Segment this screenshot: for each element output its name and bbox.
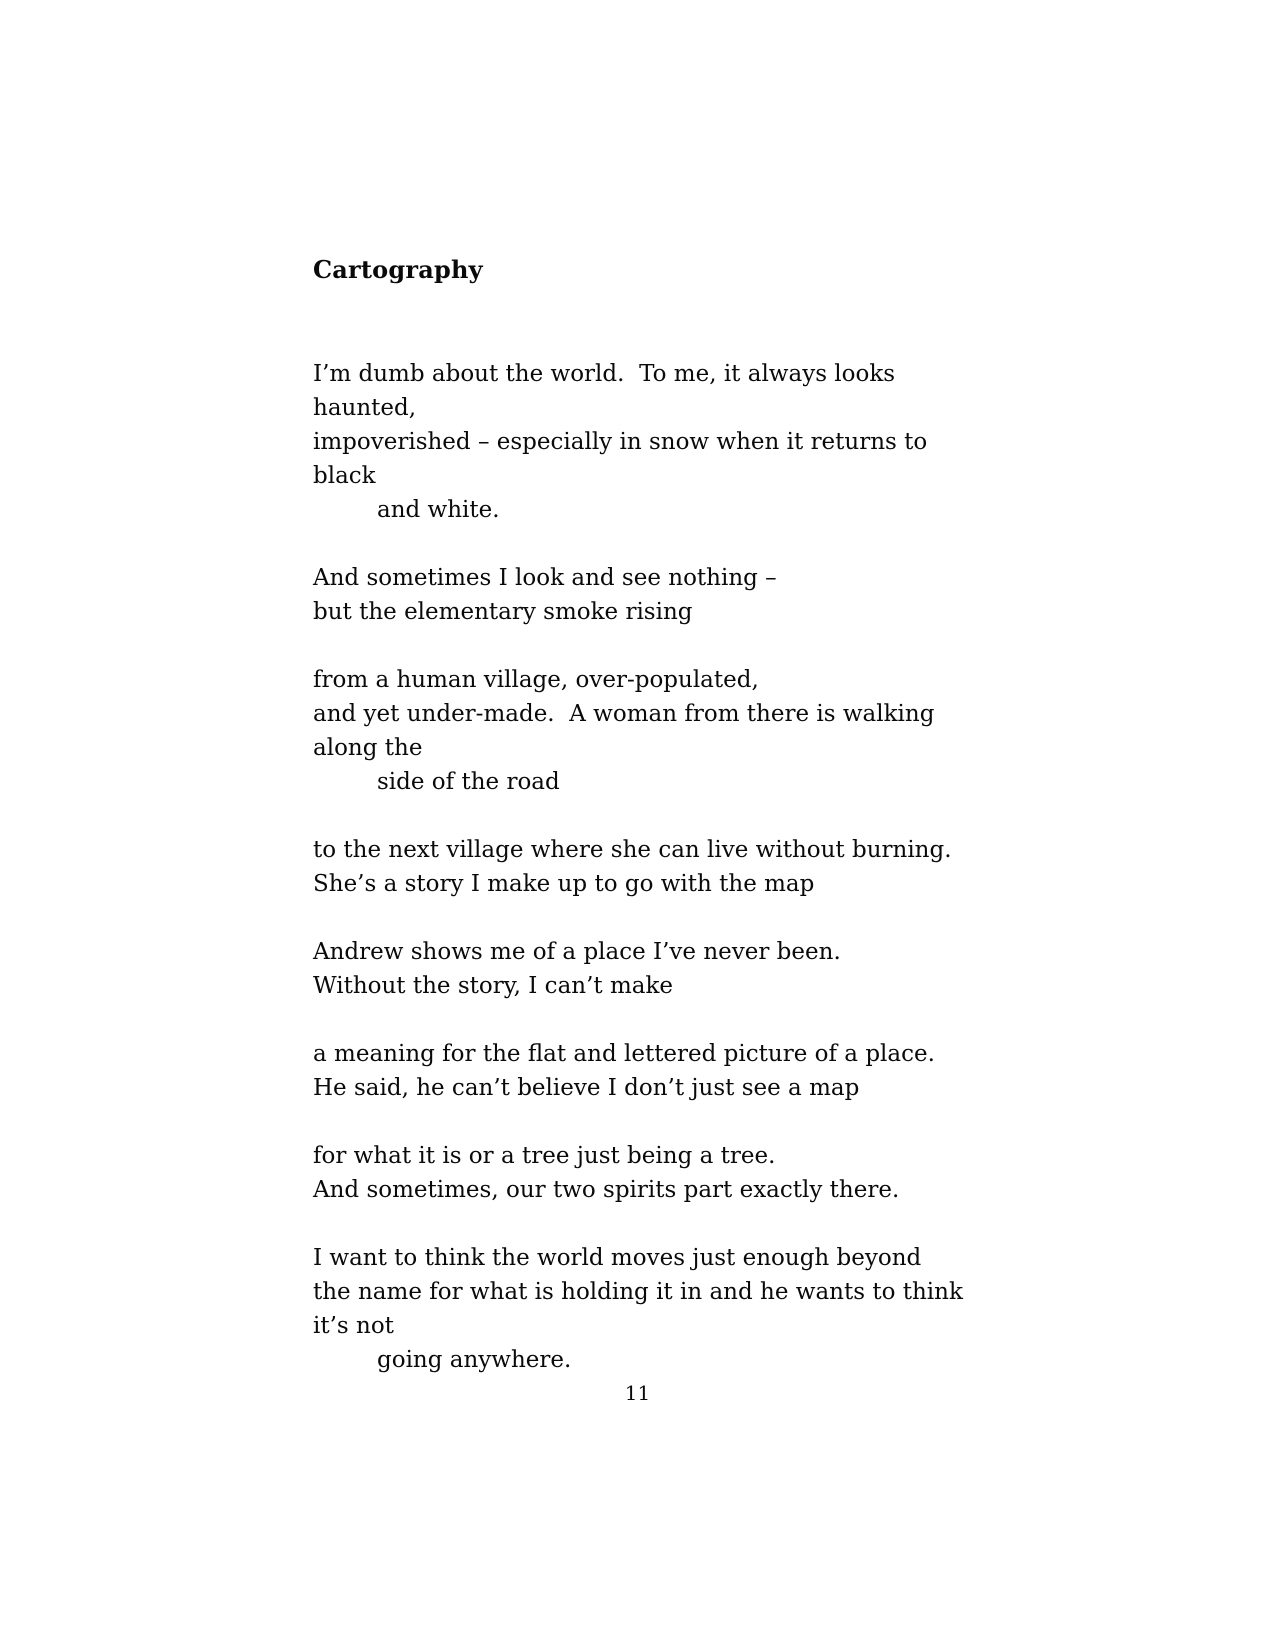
poem-stanza: [313, 357, 993, 527]
poem-stanza: [313, 1037, 993, 1105]
poem-line: from a human village, over-populated,: [313, 667, 759, 693]
poem-line: a meaning for the flat and lettered picture of a place.: [313, 1041, 935, 1067]
poem-stanza: [313, 1139, 993, 1207]
poem-line: He said, he can’t believe I don’t just see a map: [313, 1075, 860, 1101]
poem-content: [313, 253, 993, 1411]
poem-line: And sometimes, our two spirits part exactly there.: [313, 1177, 900, 1203]
poem-line: Andrew shows me of a place I’ve never been.: [313, 939, 841, 965]
poem-stanza: [313, 935, 993, 1003]
poem-line: And sometimes I look and see nothing –: [313, 565, 777, 591]
poem-line: side of the road: [377, 769, 560, 795]
poem-line: the name for what is holding it in and he wants to think it’s not: [313, 1279, 971, 1339]
poem-body: [313, 357, 993, 1377]
poem-line: Without the story, I can’t make: [313, 973, 674, 999]
poem-line: impoverished – especially in snow when it returns to black: [313, 429, 935, 489]
poem-line: I’m dumb about the world. To me, it always looks haunted,: [313, 361, 903, 421]
poem-line: I want to think the world moves just enough beyond: [313, 1245, 922, 1271]
poem-line: and white.: [377, 497, 500, 523]
poem-line: She’s a story I make up to go with the map: [313, 871, 815, 897]
poem-stanza: [313, 1241, 993, 1377]
poem-line: for what it is or a tree just being a tree.: [313, 1143, 776, 1169]
poem-line: and yet under-made. A woman from there is walking along the: [313, 701, 942, 761]
page-number: 11: [624, 1381, 651, 1405]
poem-stanza: [313, 561, 993, 629]
poem-stanza: [313, 833, 993, 901]
poem-title: Cartography: [313, 255, 483, 284]
poem-line: going anywhere.: [377, 1347, 572, 1373]
poem-line: but the elementary smoke rising: [313, 599, 693, 625]
poem-stanza: [313, 663, 993, 799]
poem-line: to the next village where she can live without burning.: [313, 837, 952, 863]
